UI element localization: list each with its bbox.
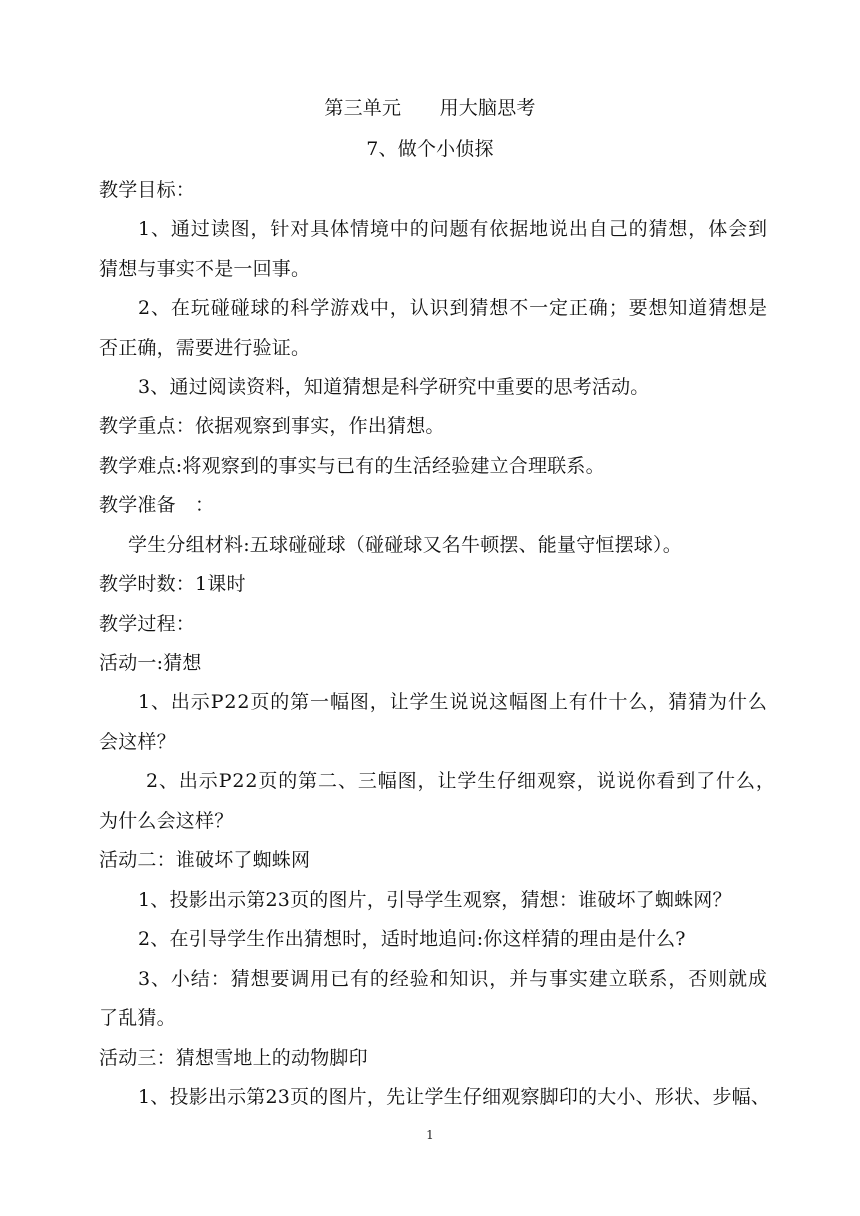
section-heading-preparation: 教学准备 ： xyxy=(99,494,215,516)
page-number: 1 xyxy=(426,1128,434,1142)
paragraph-line: 1、投影出示第23页的图片，引导学生观察，猜想：谁破坏了蜘蛛网？ xyxy=(138,889,732,911)
paragraph-line: 了乱猜。 xyxy=(99,1007,176,1029)
section-heading-process: 教学过程： xyxy=(99,613,196,635)
unit-title: 第三单元 用大脑思考 xyxy=(324,97,536,119)
paragraph-line: 2、出示P22页的第二、三幅图，让学生仔细观察，说说你看到了什么， xyxy=(146,770,776,792)
activity-heading: 活动三：猜想雪地上的动物脚印 xyxy=(99,1047,368,1069)
activity-heading: 活动一:猜想 xyxy=(99,652,202,674)
paragraph-line: 2、在引导学生作出猜想时，适时地追问:你这样猜的理由是什么? xyxy=(138,928,686,950)
paragraph-line: 3、通过阅读资料，知道猜想是科学研究中重要的思考活动。 xyxy=(138,376,650,398)
paragraph-line: 1、通过读图，针对具体情境中的问题有依据地说出自己的猜想，体会到 xyxy=(138,218,768,240)
paragraph-line: 3、小结：猜想要调用已有的经验和知识，并与事实建立联系，否则就成 xyxy=(138,968,768,990)
section-heading-difficulties: 教学难点:将观察到的事实与已有的生活经验建立合理联系。 xyxy=(99,455,605,477)
paragraph-line: 为什么会这样？ xyxy=(99,810,234,832)
paragraph-line: 会这样？ xyxy=(99,731,176,753)
paragraph-line: 学生分组材料:五球碰碰球（碰碰球又名牛顿摆、能量守恒摆球）。 xyxy=(128,534,682,556)
section-heading-objectives: 教学目标： xyxy=(99,179,196,201)
paragraph-line: 2、在玩碰碰球的科学游戏中，认识到猜想不一定正确；要想知道猜想是 xyxy=(138,297,768,319)
section-heading-key-points: 教学重点：依据观察到事实，作出猜想。 xyxy=(99,415,445,437)
paragraph-line: 1、投影出示第23页的图片，先让学生仔细观察脚印的大小、形状、步幅、 xyxy=(138,1086,771,1108)
paragraph-line: 猜想与事实不是一回事。 xyxy=(99,258,311,280)
activity-heading: 活动二：谁破坏了蜘蛛网 xyxy=(99,849,311,871)
paragraph-line: 否正确，需要进行验证。 xyxy=(99,337,311,359)
section-heading-hours: 教学时数：1课时 xyxy=(99,573,246,595)
paragraph-line: 1、出示P22页的第一幅图，让学生说说这幅图上有什十么，猜猜为什么 xyxy=(138,691,768,713)
lesson-title: 7、做个小侦探 xyxy=(366,138,494,160)
